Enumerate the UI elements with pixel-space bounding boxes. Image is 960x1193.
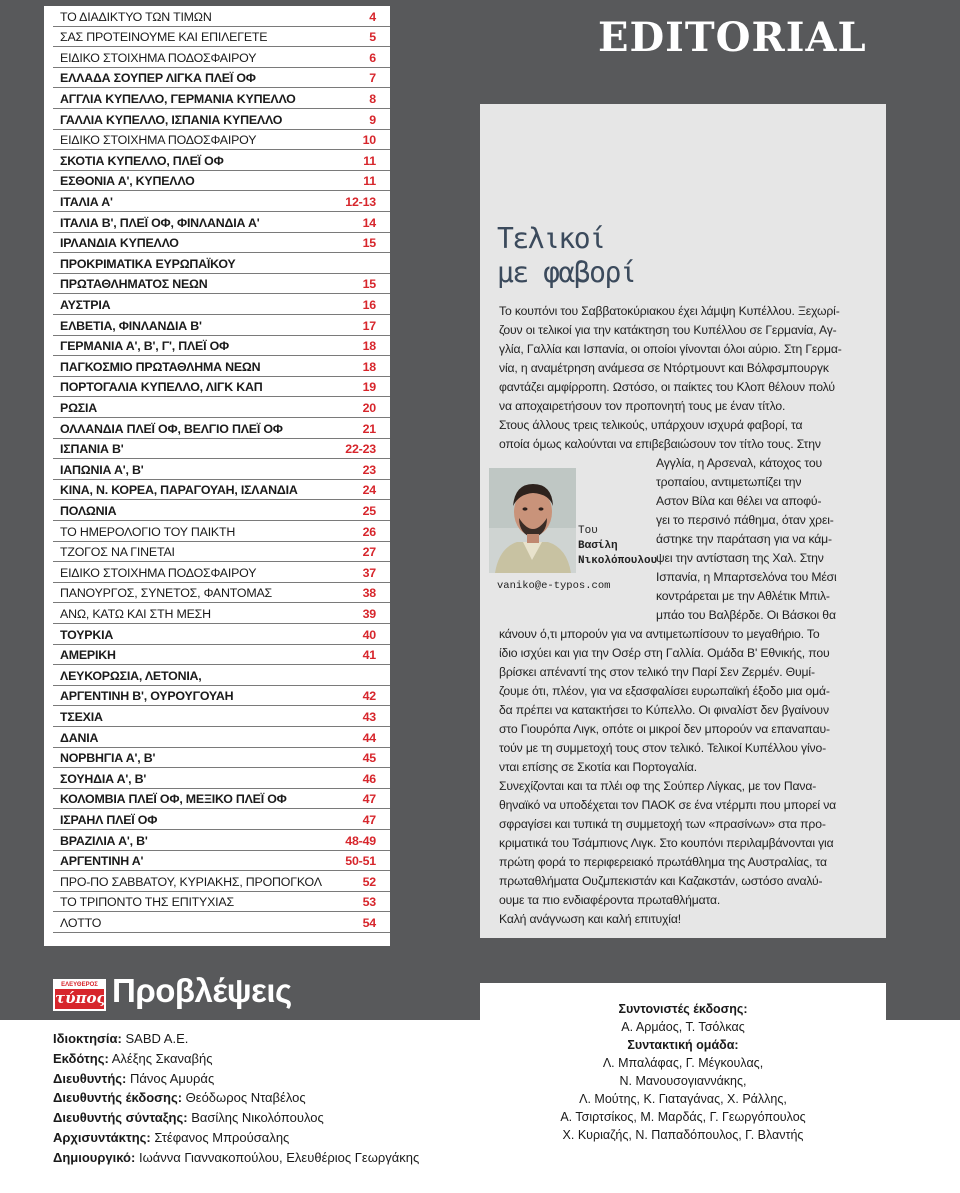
toc-entry-title: ΠΟΡΤΟΓΑΛΙΑ ΚΥΠΕΛΛΟ, ΛΙΓΚ ΚΑΠ [60,380,263,395]
author-photo [489,468,576,573]
author-email[interactable]: vaniko@e-typos.com [497,580,611,592]
toc-entry[interactable] [53,583,390,604]
frame-left [0,0,44,952]
toc-entry[interactable] [53,88,390,109]
toc-entry-page: 4 [369,9,376,24]
author-last-name: Νικολόπουλου [578,555,658,567]
credit-label: Διευθυντής έκδοσης: [53,1090,183,1106]
toc-entry-title: ΣΑΣ ΠΡΟΤΕΙΝΟΥΜΕ ΚΑΙ ΕΠΙΛΕΓΕΤΕ [60,30,268,45]
toc-entry-page: 23 [362,462,376,477]
toc-entry[interactable] [53,789,390,810]
toc-entry-page: 24 [362,483,376,498]
toc-entry-page: 11 [363,153,376,168]
editorial-headline [497,222,635,290]
toc-entry-title: ΤΣΕΧΙΑ [60,709,103,724]
toc-entry-page: 47 [362,792,376,807]
logo-small-text: ΕΛΕΥΘΕΡΟΣ [55,981,104,989]
toc-entry-title: ΕΙΔΙΚΟ ΣΤΟΙΧΗΜΑ ΠΟΔΟΣΦΑΙΡΟΥ [60,133,257,148]
toc-entry-title: ΒΡΑΖΙΛΙΑ Α', Β' [60,833,148,848]
toc-entry-page: 41 [362,648,376,663]
editorial-line: νία, η αναμέτρηση ανάμεσα σε Ντόρτμουντ και Βόλφσμπουργκ [499,361,829,375]
credit-label: Ιδιοκτησία: [53,1031,122,1046]
credit-label: Διευθυντής σύνταξης: [53,1110,188,1126]
toc-entry-title: ΛΕΥΚΟΡΩΣΙΑ, ΛΕΤΟΝΙΑ, [60,668,202,683]
editorial-line: Καλή ανάγνωση και καλή επιτυχία! [499,912,681,926]
coordinators-names: Α. Αρμάος, Τ. Τσόλκας [621,1020,745,1034]
toc-entry[interactable] [53,500,390,521]
editorial-line: ίδιο ισχύει και για την Οσέρ στη Γαλλία. Ομάδα Β' Εθνικής, που [499,646,830,660]
toc-entry-page: 39 [362,606,376,621]
toc-entry-title: ΕΛΛΑΔΑ ΣΟΥΠΕΡ ΛΙΓΚΑ ΠΛΕΪ ΟΦ [60,71,256,86]
credit-row [53,1108,419,1128]
frame-divider [0,946,960,956]
toc-entry-title: ΙΤΑΛΙΑ Β', ΠΛΕΪ ΟΦ, ΦΙΝΛΑΝΔΙΑ Α' [60,215,260,230]
toc-entry-title: ΡΩΣΙΑ [60,400,98,415]
toc-entry-page: 10 [362,133,376,148]
editorial-line: πρώτη φορά το περιφερειακό πρωτάθλημα της Αυστραλίας, τα [499,855,827,869]
toc-entry-title: ΛΟΤΤΟ [60,915,102,930]
credit-value: Βασίλης Νικολόπουλος [187,1110,324,1126]
toc-entry-title: ΓΑΛΛΙΑ ΚΥΠΕΛΛΟ, ΙΣΠΑΝΙΑ ΚΥΠΕΛΛΟ [60,112,283,127]
credit-value: Θεόδωρος Νταβέλος [182,1090,306,1106]
toc-entry-page: 42 [362,689,376,704]
editorial-line: Το κουπόνι του Σαββατοκύριακου έχει λάμψη Κυπέλλου. Ξεχωρί- [499,304,840,318]
toc-entry[interactable] [53,150,390,171]
toc-entry[interactable] [53,171,390,192]
editorial-line: ψει την αντίσταση της Χαλ. Στην [656,551,824,565]
toc-entry-page: 40 [362,627,376,642]
author-prefix: Του [578,525,598,537]
editorial-line: μπάο του Βαλβέρδε. Οι Βάσκοι θα [656,608,836,622]
toc-entry-page: 20 [362,400,376,415]
team-heading: Συντακτική ομάδα: [627,1038,739,1052]
team-line: Α. Τσιρτσίκος, Μ. Μαρδάς, Γ. Γεωργόπουλος [560,1110,806,1124]
toc-entry[interactable] [53,6,390,27]
team-line: Λ. Μούτης, Κ. Γιαταγάνας, Χ. Ράλλης, [579,1092,787,1106]
toc-entry[interactable] [53,727,390,748]
toc-entry[interactable] [53,377,390,398]
toc-entry-title: ΙΣΡΑΗΛ ΠΛΕΪ ΟΦ [60,812,158,827]
credit-row [53,1069,419,1089]
toc-entry[interactable] [53,809,390,830]
logo-big-text: τύπος [55,989,106,1007]
table-of-contents [53,6,390,946]
credit-row [53,1128,419,1148]
toc-entry-title: ΓΕΡΜΑΝΙΑ Α', Β', Γ', ΠΛΕΪ ΟΦ [60,339,229,354]
toc-entry-page: 21 [362,421,376,436]
credits-left [53,1029,419,1168]
toc-entry[interactable] [53,439,390,460]
toc-entry-title: ΑΡΓΕΝΤΙΝΗ Β', ΟΥΡΟΥΓΟΥΑΗ [60,689,234,704]
toc-entry-title: ΑΜΕΡΙΚΗ [60,648,116,663]
toc-entry-title: ΕΣΘΟΝΙΑ Α', ΚΥΠΕΛΛΟ [60,174,195,189]
toc-entry-page: 14 [362,215,376,230]
credits-right [480,1000,886,1144]
editorial-line: τροπαίου, αντιμετωπίζει την [656,475,802,489]
toc-entry-title: ΙΡΛΑΝΔΙΑ ΚΥΠΕΛΛΟ [60,236,179,251]
toc-entry-page: 26 [362,524,376,539]
toc-entry-title: ΑΡΓΕΝΤΙΝΗ Α' [60,854,144,869]
toc-entry[interactable] [53,130,390,151]
credit-value: SABD A.E. [121,1031,189,1046]
toc-entry[interactable] [53,356,390,377]
editorial-line: Ισπανία, η Μπαρτσελόνα του Μέσι [656,570,837,584]
editorial-line: φαντάζει αμφίρροπη. Ωστόσο, οι παίκτες του Κλοπ θέλουν πολύ [499,380,835,394]
toc-entry-page: 45 [362,751,376,766]
toc-entry-title: ΕΙΔΙΚΟ ΣΤΟΙΧΗΜΑ ΠΟΔΟΣΦΑΙΡΟΥ [60,50,257,65]
team-line: Ν. Μανουσογιαννάκης, [619,1074,747,1088]
editorial-line: πρωταθλήματα Ουζμπεκιστάν και Καζακστάν, ωστόσο αναλύ- [499,874,823,888]
toc-entry[interactable] [53,830,390,851]
toc-entry-title: ΤΟΥΡΚΙΑ [60,627,114,642]
toc-entry-page: 50-51 [345,854,376,869]
editorial-line: γλία, Γαλλία και Ισπανία, οι οποίοι γίνονται όλοι αύριο. Στη Γερμα- [499,342,842,356]
toc-entry-title: ΔΑΝΙΑ [60,730,99,745]
editorial-line: κοντράρεται με την Αθλέτικ Μπιλ- [656,589,830,603]
toc-entry[interactable] [53,253,390,274]
editorial-line: ζουμε ότι, πλέον, για να εξασφαλίσει ευρωπαϊκή έξοδο μια ομά- [499,684,830,698]
toc-entry-page: 22-23 [345,442,376,457]
editorial-line: νται επίσης σε Σκοτία και Πορτογαλία. [499,760,698,774]
editorial-line: γει το περσινό πάθημα, όταν χρει- [656,513,834,527]
editorial-line: δα πρέπει να κατακτήσει το Κύπελλο. Οι φιναλίστ δεν βγαίνουν [499,703,829,717]
toc-entry-title: ΝΟΡΒΗΓΙΑ Α', Β' [60,751,156,766]
toc-entry[interactable] [53,459,390,480]
team-lines [480,1054,886,1144]
toc-entry-title: ΠΟΛΩΝΙΑ [60,503,117,518]
team-line: Λ. Μπαλάφας, Γ. Μέγκουλας, [602,1056,764,1070]
headline-line-1: Τελικοί [497,222,605,255]
toc-entry-title: ΤΖΟΓΟΣ ΝΑ ΓΙΝΕΤΑΙ [60,545,175,560]
toc-entry[interactable] [53,294,390,315]
toc-entry[interactable] [53,851,390,872]
toc-entry-title: ΣΚΟΤΙΑ ΚΥΠΕΛΛΟ, ΠΛΕΪ ΟΦ [60,153,224,168]
toc-entry-page: 44 [362,730,376,745]
toc-entry[interactable] [53,624,390,645]
credit-label: Αρχισυντάκτης: [53,1129,151,1145]
toc-entry[interactable] [53,665,390,686]
toc-entry-title: ΤΟ ΔΙΑΔΙΚΤΥΟ ΤΩΝ ΤΙΜΩΝ [60,9,212,24]
toc-entry-page: 19 [362,380,376,395]
toc-entry-page: 48-49 [345,833,376,848]
toc-entry-page: 18 [362,359,376,374]
toc-entry-page: 27 [362,545,376,560]
toc-entry-page: 12-13 [345,194,376,209]
toc-entry-title: ΙΣΠΑΝΙΑ Β' [60,442,124,457]
editorial-line: κάνουν ό,τι μπορούν για να αντιμετωπίσουν το μεγαθήριο. Το [499,627,820,641]
toc-entry-page: 46 [362,771,376,786]
toc-entry-title: ΤΟ ΤΡΙΠΟΝΤΟ ΤΗΣ ΕΠΙΤΥΧΙΑΣ [60,895,234,910]
toc-entry[interactable] [53,27,390,48]
editorial-line: τούν με τη συμμετοχή τους στον τελικό. Τελικοί Κυπέλλου γίνο- [499,741,826,755]
team-line: Χ. Κυριαζής, Ν. Παπαδόπουλος, Γ. Βλαντής [562,1128,804,1142]
toc-entry-title: ΕΙΔΙΚΟ ΣΤΟΙΧΗΜΑ ΠΟΔΟΣΦΑΙΡΟΥ [60,565,257,580]
toc-entry-title: ΚΙΝΑ, Ν. ΚΟΡΕΑ, ΠΑΡΑΓΟΥΑΗ, ΙΣΛΑΝΔΙΑ [60,483,298,498]
toc-entry-title: ΚΟΛΟΜΒΙΑ ΠΛΕΪ ΟΦ, ΜΕΞΙΚΟ ΠΛΕΪ ΟΦ [60,792,287,807]
credit-row [53,1088,419,1108]
toc-entry-title: ΙΤΑΛΙΑ Α' [60,194,113,209]
editorial-line: σφραγίσει και τυπικά τη συμμετοχή των «πρασίνων» στα προ- [499,817,826,831]
editorial-line: στο Γιουρόπα Λιγκ, οπότε οι μικροί δεν μπορούν να επαναπαυ- [499,722,830,736]
toc-entry-page: 54 [362,915,376,930]
toc-entry[interactable] [53,191,390,212]
credit-value: Πάνος Αμυράς [126,1070,215,1086]
toc-entry-page: 38 [362,586,376,601]
editorial-line: κριματικά του Τσάμπιονς Λιγκ. Στο κουπόνι περιλαμβάνονται για [499,836,834,850]
toc-entry-page: 47 [362,812,376,827]
toc-entry-page: 6 [369,50,376,65]
toc-entry-page: 9 [369,112,376,127]
editorial-line: ζουν οι τελικοί για την κατάκτηση του Κυπέλλου σε Γερμανία, Αγ- [499,323,837,337]
toc-entry[interactable] [53,562,390,583]
publisher-logo [53,979,106,1011]
credit-row [53,1049,419,1069]
credit-value: Αλέξης Σκαναβής [108,1050,213,1066]
toc-entry[interactable] [53,274,390,295]
toc-entry-page: 8 [369,91,376,106]
credit-label: Διευθυντής: [53,1070,127,1086]
toc-entry-page: 43 [362,709,376,724]
editorial-line: Αγγλία, η Αρσεναλ, κάτοχος του [656,456,823,470]
toc-entry[interactable] [53,892,390,913]
author-first-name: Βασίλη [578,540,618,552]
editorial-line: Στους άλλους τρεις τελικούς, υπάρχουν ισχυρά φαβορί, τα [499,418,803,432]
toc-entry-page: 5 [369,30,376,45]
toc-entry-title: ΑΓΓΛΙΑ ΚΥΠΕΛΛΟ, ΓΕΡΜΑΝΙΑ ΚΥΠΕΛΛΟ [60,91,296,106]
credit-row [53,1029,419,1049]
toc-entry[interactable] [53,418,390,439]
headline-line-2: με φαβορί [497,256,636,289]
credit-label: Εκδότης: [53,1050,109,1066]
editorial-line: να αποχαιρετήσουν τον προπονητή τους με έναν τίτλο. [499,399,786,413]
toc-entry-page: 15 [362,277,376,292]
toc-entry[interactable] [53,912,390,933]
toc-entry[interactable] [53,480,390,501]
toc-entry[interactable] [53,768,390,789]
editorial-line: άστηκε την παράταση για να κάμ- [656,532,832,546]
toc-entry-title: ΠΡΩΤΑΘΛΗΜΑΤΟΣ ΝΕΩΝ [60,277,208,292]
toc-entry-title: ΑΝΩ, ΚΑΤΩ ΚΑΙ ΣΤΗ ΜΕΣΗ [60,606,211,621]
toc-entry-page: 17 [362,318,376,333]
toc-entry-page: 25 [362,503,376,518]
toc-entry[interactable] [53,212,390,233]
toc-entry-page: 15 [362,236,376,251]
toc-entry[interactable] [53,542,390,563]
credit-row [53,1148,419,1168]
toc-entry-title: ΠΑΝΟΥΡΓΟΣ, ΣΥΝΕΤΟΣ, ΦΑΝΤΟΜΑΣ [60,586,272,601]
toc-entry[interactable] [53,706,390,727]
toc-entry[interactable] [53,748,390,769]
toc-entry-title: ΠΡΟ-ΠΟ ΣΑΒΒΑΤΟΥ, ΚΥΡΙΑΚΗΣ, ΠΡΟΠΟΓΚΟΛ [60,874,322,889]
toc-entry-title: ΣΟΥΗΔΙΑ Α', Β' [60,771,147,786]
toc-entry[interactable] [53,47,390,68]
toc-entry[interactable] [53,645,390,666]
toc-entry[interactable] [53,336,390,357]
toc-entry[interactable] [53,68,390,89]
toc-entry[interactable] [53,233,390,254]
editorial-section-title: EDITORIAL [598,14,867,61]
toc-entry-page: 16 [362,297,376,312]
editorial-line: θηναϊκό να υποδέχεται τον ΠΑΟΚ σε ένα ντέρμπι που μπορεί να [499,798,837,812]
toc-entry-title: ΙΑΠΩΝΙΑ Α', Β' [60,462,144,477]
editorial-line: ουμε τα πιο ενδιαφέροντα πρωταθλήματα. [499,893,721,907]
toc-entry-title: ΤΟ ΗΜΕΡΟΛΟΓΙΟ ΤΟΥ ΠΑΙΚΤΗ [60,524,236,539]
toc-entry[interactable] [53,871,390,892]
toc-entry[interactable] [53,603,390,624]
toc-entry-title: ΟΛΛΑΝΔΙΑ ΠΛΕΪ ΟΦ, ΒΕΛΓΙΟ ΠΛΕΪ ΟΦ [60,421,283,436]
toc-entry[interactable] [53,315,390,336]
credit-value: Ιωάννα Γιαννακοπούλου, Ελευθέριος Γεωργάκης [135,1149,420,1165]
toc-entry-title: ΕΛΒΕΤΙΑ, ΦΙΝΛΑΝΔΙΑ Β' [60,318,202,333]
coordinators-heading: Συντονιστές έκδοσης: [618,1002,748,1016]
toc-entry-title: ΠΑΓΚΟΣΜΙΟ ΠΡΩΤΑΘΛΗΜΑ ΝΕΩΝ [60,359,261,374]
toc-entry-title: ΠΡΟΚΡΙΜΑΤΙΚΑ ΕΥΡΩΠΑΪΚΟΥ [60,256,236,271]
toc-entry-page: 37 [362,565,376,580]
toc-entry[interactable] [53,686,390,707]
toc-entry-page: 52 [362,874,376,889]
toc-entry[interactable] [53,109,390,130]
toc-entry-page: 53 [362,895,376,910]
editorial-line: Αστον Βίλα και θέλει να αποφύ- [656,494,822,508]
editorial-line: βρίσκει απέναντί της στον τελικό την Παρί Σεν Ζερμέν. Θυμί- [499,665,815,679]
toc-entry-page: 11 [363,174,376,189]
editorial-line: Συνεχίζονται και τα πλέι οφ της Σούπερ Λίγκας, με τον Πανα- [499,779,817,793]
toc-entry[interactable] [53,521,390,542]
toc-entry[interactable] [53,397,390,418]
credit-value: Στέφανος Μπρούσαλης [150,1129,290,1145]
brand-name: Προβλέψεις [112,972,292,1009]
credit-label: Δημιουργικό: [53,1149,136,1165]
author-byline [578,524,657,569]
editorial-line: οποία όμως καλούνται να επιβεβαιώσουν τον τίτλο τους. Στην [499,437,821,451]
toc-entry-page: 7 [369,71,376,86]
toc-entry-title: ΑΥΣΤΡΙΑ [60,297,111,312]
toc-entry-page: 18 [362,339,376,354]
